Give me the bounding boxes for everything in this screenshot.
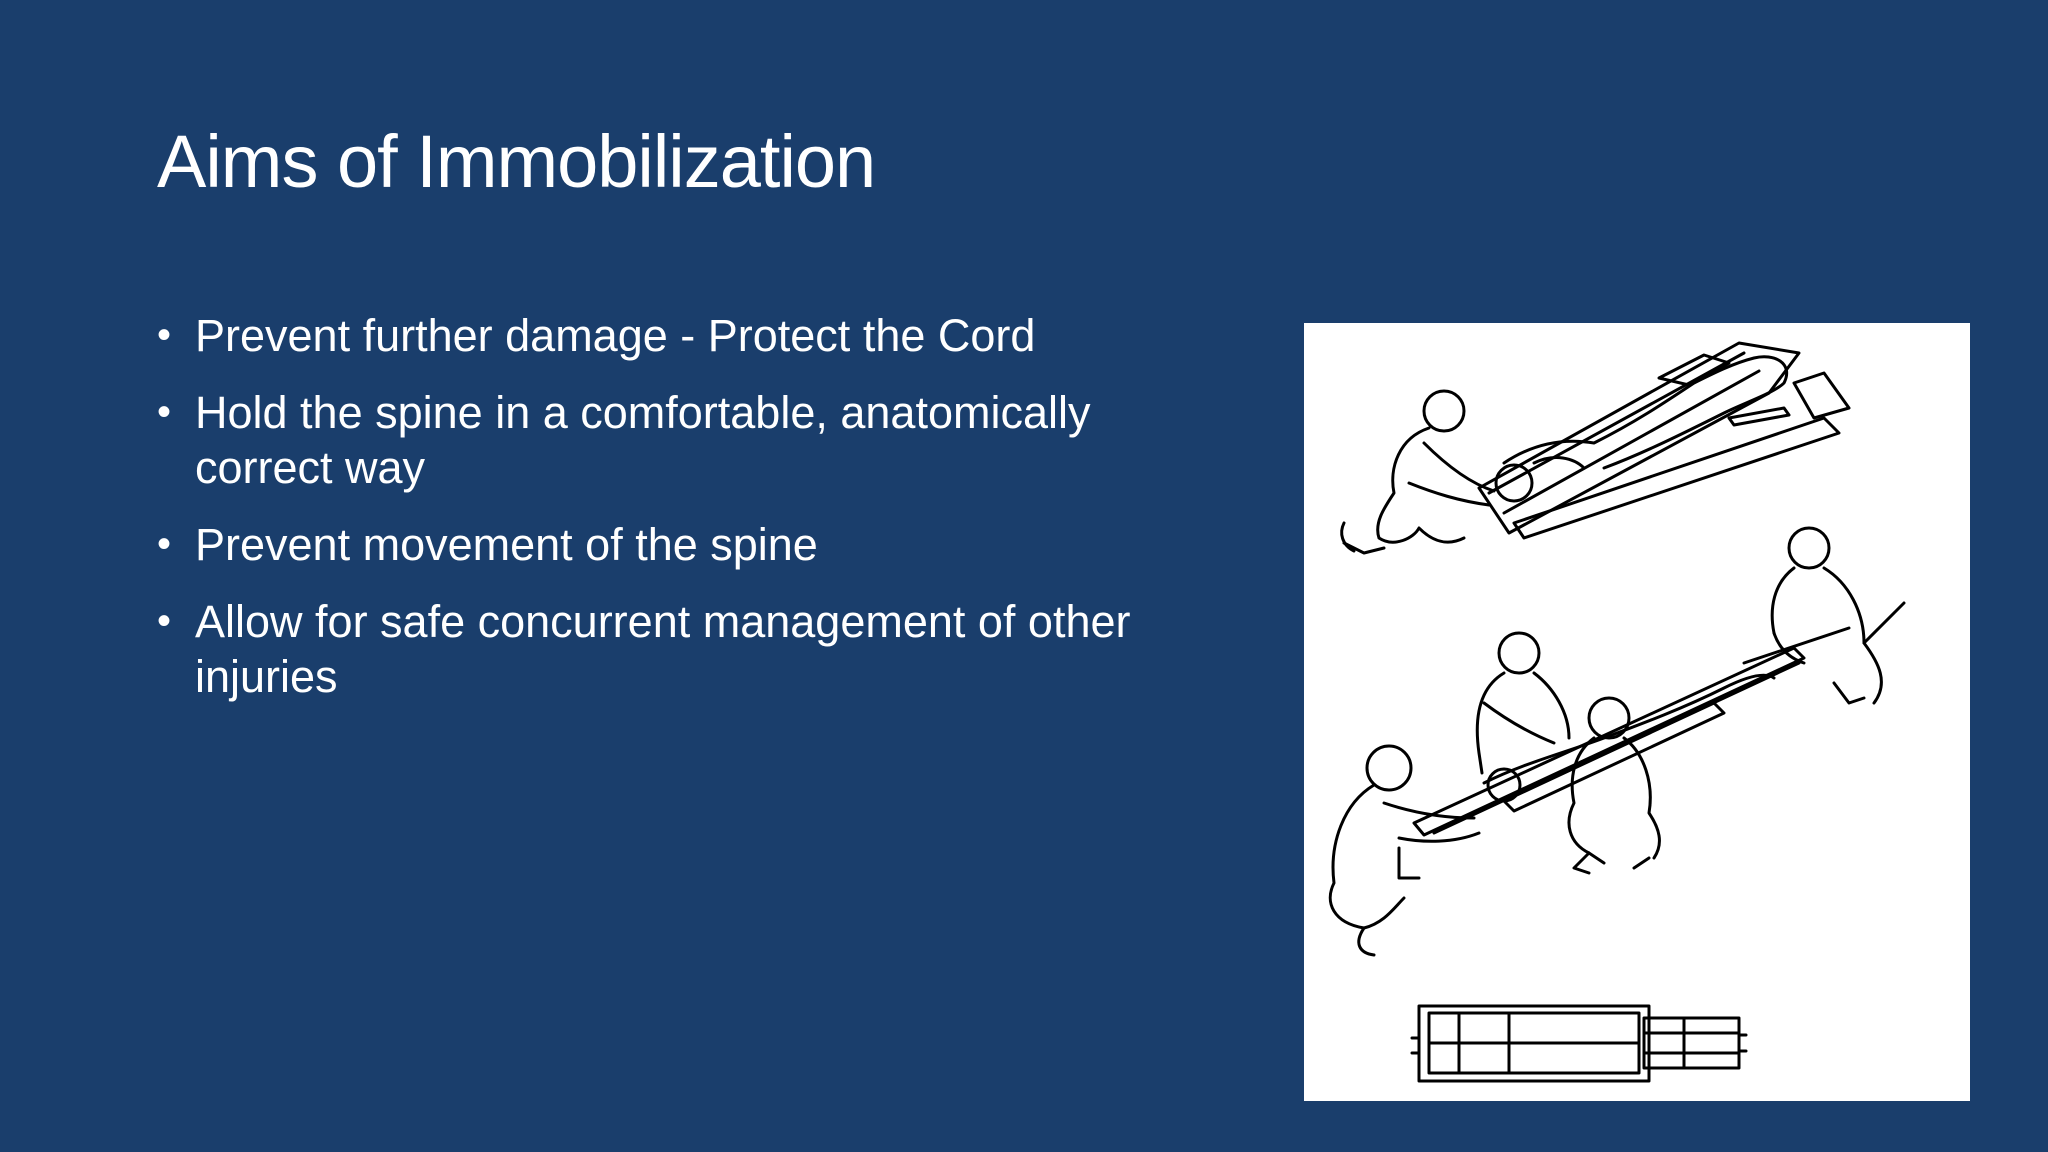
slide-title: Aims of Immobilization xyxy=(157,120,876,203)
bullet-item xyxy=(157,385,1217,495)
spine-board-illustration xyxy=(1304,323,1970,1101)
bottom-scene xyxy=(1412,1006,1746,1081)
bullet-marker: • xyxy=(157,390,172,434)
bullet-text: Allow for safe concurrent management of other injuries xyxy=(195,596,1131,702)
top-scene xyxy=(1342,343,1849,553)
bullet-text: Prevent further damage - Protect the Cord xyxy=(195,310,1036,361)
bullet-item xyxy=(157,308,1217,363)
bullet-item xyxy=(157,594,1217,704)
bullet-text: Prevent movement of the spine xyxy=(195,519,818,570)
bullet-text: Hold the spine in a comfortable, anatomically correct way xyxy=(195,387,1091,493)
bullet-item xyxy=(157,517,1217,572)
spine-board-drawing xyxy=(1304,323,1970,1101)
middle-scene xyxy=(1330,528,1904,955)
bullet-marker: • xyxy=(157,599,172,643)
bullet-marker: • xyxy=(157,313,172,357)
bullet-list xyxy=(157,308,1217,726)
bullet-marker: • xyxy=(157,522,172,566)
